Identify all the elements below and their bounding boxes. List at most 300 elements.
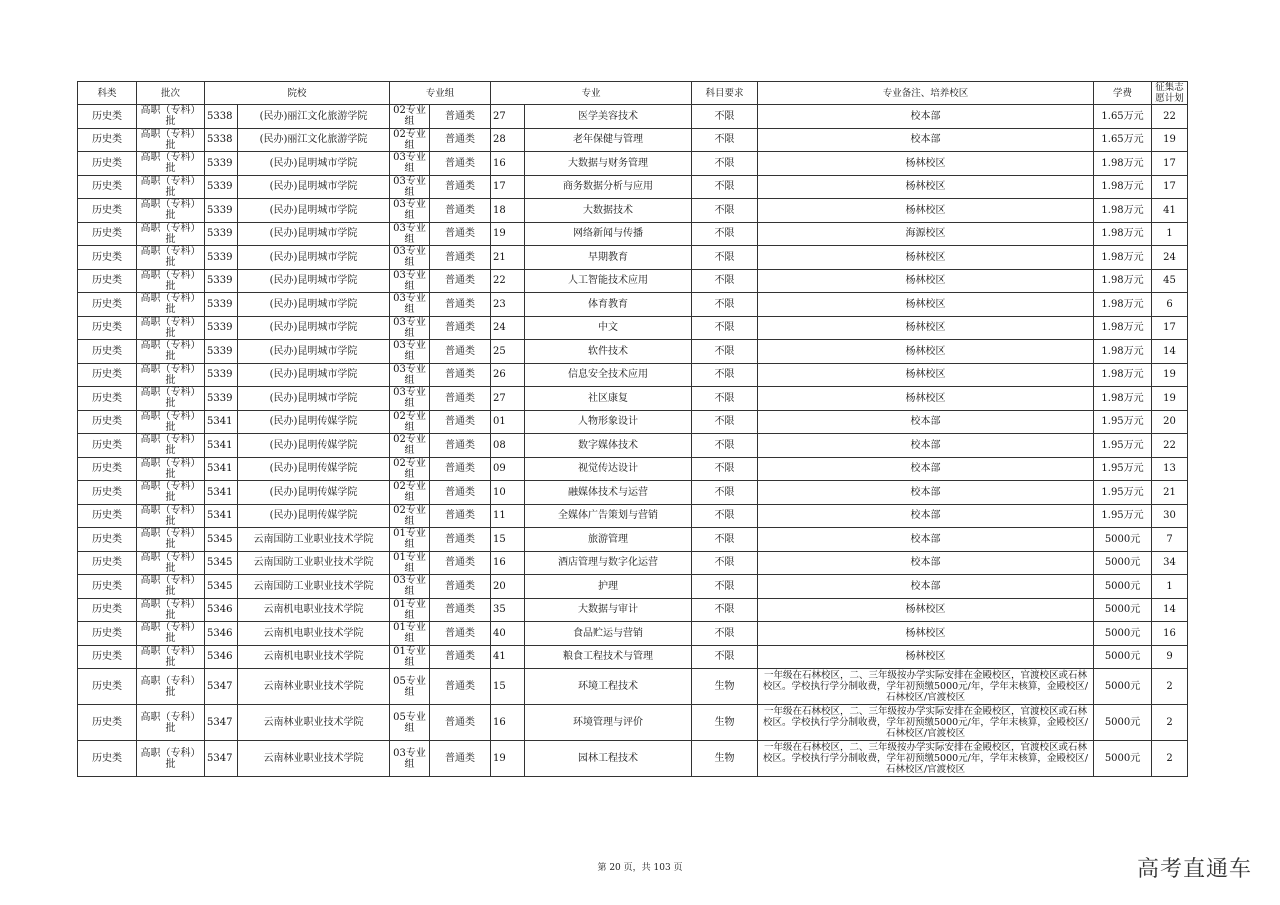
table-row	[78, 705, 1188, 741]
cell-major-name: 早期教育	[525, 246, 692, 270]
cell-subject-requirement: 生物	[692, 669, 758, 705]
table-row	[78, 340, 1188, 364]
cell-remarks-campus: 杨林校区	[758, 269, 1094, 293]
cell-institution-code: 5346	[205, 645, 238, 669]
cell-subject-requirement: 不限	[692, 152, 758, 176]
cell-major-name: 数字媒体技术	[525, 434, 692, 458]
cell-major-code: 27	[491, 387, 525, 411]
cell-subject-requirement: 不限	[692, 105, 758, 129]
cell-major-group: 03专业组	[390, 363, 430, 387]
cell-plan-count: 17	[1152, 152, 1188, 176]
cell-major-name: 人物形象设计	[525, 410, 692, 434]
table-row	[78, 175, 1188, 199]
cell-category: 普通类	[430, 199, 491, 223]
cell-major-name: 食品贮运与营销	[525, 622, 692, 646]
cell-institution-code: 5341	[205, 410, 238, 434]
cell-plan-count: 13	[1152, 457, 1188, 481]
cell-major-group: 03专业组	[390, 387, 430, 411]
cell-batch: 高职（专科）批	[137, 457, 205, 481]
header-major: 专业	[491, 82, 692, 105]
cell-subject-type: 历史类	[78, 457, 137, 481]
cell-batch: 高职（专科）批	[137, 128, 205, 152]
cell-subject-type: 历史类	[78, 152, 137, 176]
cell-major-code: 18	[491, 199, 525, 223]
cell-major-group: 02专业组	[390, 434, 430, 458]
cell-major-code: 01	[491, 410, 525, 434]
cell-tuition: 1.65万元	[1094, 105, 1152, 129]
cell-major-name: 护理	[525, 575, 692, 599]
cell-batch: 高职（专科）批	[137, 175, 205, 199]
cell-remarks-campus: 杨林校区	[758, 175, 1094, 199]
cell-remarks-campus: 杨林校区	[758, 246, 1094, 270]
cell-remarks-campus: 校本部	[758, 410, 1094, 434]
cell-batch: 高职（专科）批	[137, 741, 205, 777]
cell-batch: 高职（专科）批	[137, 363, 205, 387]
cell-institution-code: 5347	[205, 741, 238, 777]
cell-major-name: 粮食工程技术与管理	[525, 645, 692, 669]
cell-subject-type: 历史类	[78, 222, 137, 246]
cell-institution-name: (民办)昆明城市学院	[238, 340, 390, 364]
cell-remarks-campus: 杨林校区	[758, 622, 1094, 646]
cell-major-code: 26	[491, 363, 525, 387]
cell-batch: 高职（专科）批	[137, 105, 205, 129]
cell-institution-code: 5338	[205, 105, 238, 129]
table-row	[78, 575, 1188, 599]
cell-tuition: 1.95万元	[1094, 481, 1152, 505]
cell-tuition: 1.98万元	[1094, 363, 1152, 387]
cell-category: 普通类	[430, 551, 491, 575]
cell-major-name: 环境管理与评价	[525, 705, 692, 741]
cell-major-group: 02专业组	[390, 128, 430, 152]
cell-batch: 高职（专科）批	[137, 293, 205, 317]
cell-tuition: 1.98万元	[1094, 175, 1152, 199]
cell-major-code: 11	[491, 504, 525, 528]
cell-institution-code: 5345	[205, 528, 238, 552]
cell-major-group: 03专业组	[390, 293, 430, 317]
cell-subject-requirement: 不限	[692, 645, 758, 669]
cell-tuition: 1.98万元	[1094, 293, 1152, 317]
cell-major-group: 03专业组	[390, 222, 430, 246]
cell-subject-requirement: 不限	[692, 622, 758, 646]
cell-major-group: 01专业组	[390, 551, 430, 575]
cell-subject-type: 历史类	[78, 293, 137, 317]
cell-tuition: 5000元	[1094, 575, 1152, 599]
cell-institution-name: 云南林业职业技术学院	[238, 669, 390, 705]
cell-major-name: 老年保健与管理	[525, 128, 692, 152]
cell-institution-code: 5346	[205, 622, 238, 646]
cell-remarks-campus: 校本部	[758, 551, 1094, 575]
cell-institution-name: 云南林业职业技术学院	[238, 705, 390, 741]
cell-plan-count: 1	[1152, 222, 1188, 246]
cell-tuition: 1.65万元	[1094, 128, 1152, 152]
table-row	[78, 410, 1188, 434]
cell-institution-code: 5345	[205, 575, 238, 599]
cell-institution-code: 5339	[205, 269, 238, 293]
cell-tuition: 5000元	[1094, 528, 1152, 552]
cell-category: 普通类	[430, 528, 491, 552]
cell-batch: 高职（专科）批	[137, 434, 205, 458]
cell-institution-name: (民办)昆明城市学院	[238, 269, 390, 293]
cell-subject-type: 历史类	[78, 269, 137, 293]
cell-plan-count: 19	[1152, 387, 1188, 411]
header-subject-type: 科类	[78, 82, 137, 105]
cell-subject-type: 历史类	[78, 199, 137, 223]
cell-subject-requirement: 不限	[692, 598, 758, 622]
cell-category: 普通类	[430, 645, 491, 669]
cell-plan-count: 7	[1152, 528, 1188, 552]
table-row	[78, 504, 1188, 528]
cell-category: 普通类	[430, 598, 491, 622]
cell-subject-type: 历史类	[78, 645, 137, 669]
cell-institution-code: 5339	[205, 363, 238, 387]
cell-major-group: 05专业组	[390, 669, 430, 705]
cell-batch: 高职（专科）批	[137, 575, 205, 599]
cell-plan-count: 14	[1152, 340, 1188, 364]
cell-plan-count: 9	[1152, 645, 1188, 669]
watermark-logo: 高考直通车	[1136, 857, 1252, 882]
cell-institution-code: 5339	[205, 340, 238, 364]
header-row	[78, 82, 1188, 105]
table-row	[78, 551, 1188, 575]
cell-remarks-campus: 杨林校区	[758, 293, 1094, 317]
cell-major-group: 01专业组	[390, 645, 430, 669]
cell-batch: 高职（专科）批	[137, 705, 205, 741]
header-subject-requirement: 科目要求	[692, 82, 758, 105]
table-row	[78, 645, 1188, 669]
cell-major-name: 酒店管理与数字化运营	[525, 551, 692, 575]
cell-major-name: 园林工程技术	[525, 741, 692, 777]
cell-subject-type: 历史类	[78, 528, 137, 552]
cell-batch: 高职（专科）批	[137, 622, 205, 646]
cell-category: 普通类	[430, 246, 491, 270]
cell-institution-code: 5341	[205, 481, 238, 505]
cell-category: 普通类	[430, 340, 491, 364]
cell-major-code: 25	[491, 340, 525, 364]
cell-institution-code: 5339	[205, 175, 238, 199]
header-major-group: 专业组	[390, 82, 491, 105]
cell-remarks-campus: 一年级在石林校区，二、三年级按办学实际安排在金殿校区，官渡校区或石林校区。学校执行学分制收费，学年初预缴5000元/年，学年末核算，金殿校区/石林校区/官渡校区	[758, 741, 1094, 777]
cell-category: 普通类	[430, 363, 491, 387]
cell-major-code: 19	[491, 222, 525, 246]
admissions-table	[77, 81, 1188, 777]
cell-major-group: 02专业组	[390, 504, 430, 528]
table-row	[78, 598, 1188, 622]
table-row	[78, 293, 1188, 317]
cell-institution-name: (民办)昆明城市学院	[238, 222, 390, 246]
table-row	[78, 152, 1188, 176]
cell-major-name: 中文	[525, 316, 692, 340]
cell-batch: 高职（专科）批	[137, 410, 205, 434]
cell-batch: 高职（专科）批	[137, 222, 205, 246]
cell-major-code: 24	[491, 316, 525, 340]
cell-subject-requirement: 不限	[692, 199, 758, 223]
cell-category: 普通类	[430, 434, 491, 458]
cell-subject-type: 历史类	[78, 598, 137, 622]
cell-subject-type: 历史类	[78, 363, 137, 387]
table-row	[78, 128, 1188, 152]
cell-remarks-campus: 校本部	[758, 434, 1094, 458]
cell-major-code: 35	[491, 598, 525, 622]
cell-major-code: 17	[491, 175, 525, 199]
cell-institution-name: (民办)昆明城市学院	[238, 246, 390, 270]
cell-batch: 高职（专科）批	[137, 387, 205, 411]
cell-plan-count: 19	[1152, 363, 1188, 387]
cell-batch: 高职（专科）批	[137, 316, 205, 340]
cell-institution-name: (民办)昆明城市学院	[238, 363, 390, 387]
cell-subject-requirement: 不限	[692, 340, 758, 364]
table-row	[78, 528, 1188, 552]
cell-institution-code: 5341	[205, 434, 238, 458]
cell-category: 普通类	[430, 622, 491, 646]
cell-institution-code: 5339	[205, 152, 238, 176]
cell-major-group: 01专业组	[390, 598, 430, 622]
cell-major-group: 03专业组	[390, 246, 430, 270]
cell-major-name: 全媒体广告策划与营销	[525, 504, 692, 528]
cell-batch: 高职（专科）批	[137, 551, 205, 575]
cell-tuition: 1.98万元	[1094, 316, 1152, 340]
cell-category: 普通类	[430, 269, 491, 293]
cell-institution-code: 5347	[205, 705, 238, 741]
cell-major-code: 20	[491, 575, 525, 599]
table-row	[78, 669, 1188, 705]
cell-category: 普通类	[430, 222, 491, 246]
cell-plan-count: 22	[1152, 105, 1188, 129]
cell-plan-count: 2	[1152, 705, 1188, 741]
cell-institution-code: 5339	[205, 387, 238, 411]
cell-major-name: 大数据技术	[525, 199, 692, 223]
cell-batch: 高职（专科）批	[137, 528, 205, 552]
cell-subject-requirement: 不限	[692, 575, 758, 599]
cell-major-name: 体育教育	[525, 293, 692, 317]
cell-institution-name: (民办)昆明传媒学院	[238, 434, 390, 458]
cell-plan-count: 34	[1152, 551, 1188, 575]
cell-major-group: 01专业组	[390, 622, 430, 646]
cell-major-code: 41	[491, 645, 525, 669]
table-row	[78, 457, 1188, 481]
cell-tuition: 1.98万元	[1094, 246, 1152, 270]
cell-major-code: 23	[491, 293, 525, 317]
cell-remarks-campus: 校本部	[758, 575, 1094, 599]
cell-subject-type: 历史类	[78, 705, 137, 741]
cell-category: 普通类	[430, 575, 491, 599]
cell-institution-name: (民办)昆明城市学院	[238, 387, 390, 411]
cell-institution-name: 云南机电职业技术学院	[238, 622, 390, 646]
cell-subject-requirement: 不限	[692, 457, 758, 481]
cell-tuition: 1.95万元	[1094, 457, 1152, 481]
cell-institution-name: (民办)昆明传媒学院	[238, 481, 390, 505]
table-row	[78, 481, 1188, 505]
cell-institution-code: 5341	[205, 457, 238, 481]
cell-subject-type: 历史类	[78, 105, 137, 129]
cell-subject-type: 历史类	[78, 622, 137, 646]
cell-batch: 高职（专科）批	[137, 669, 205, 705]
cell-major-code: 16	[491, 705, 525, 741]
cell-plan-count: 2	[1152, 669, 1188, 705]
cell-major-group: 03专业组	[390, 269, 430, 293]
cell-remarks-campus: 一年级在石林校区，二、三年级按办学实际安排在金殿校区，官渡校区或石林校区。学校执行学分制收费，学年初预缴5000元/年，学年末核算，金殿校区/石林校区/官渡校区	[758, 705, 1094, 741]
cell-subject-requirement: 不限	[692, 316, 758, 340]
cell-major-name: 软件技术	[525, 340, 692, 364]
cell-tuition: 5000元	[1094, 598, 1152, 622]
cell-remarks-campus: 杨林校区	[758, 316, 1094, 340]
cell-remarks-campus: 校本部	[758, 504, 1094, 528]
cell-subject-requirement: 不限	[692, 222, 758, 246]
table-row	[78, 741, 1188, 777]
cell-subject-requirement: 不限	[692, 293, 758, 317]
cell-plan-count: 41	[1152, 199, 1188, 223]
cell-subject-type: 历史类	[78, 340, 137, 364]
cell-institution-name: (民办)丽江文化旅游学院	[238, 105, 390, 129]
cell-tuition: 1.98万元	[1094, 269, 1152, 293]
cell-category: 普通类	[430, 105, 491, 129]
cell-plan-count: 17	[1152, 175, 1188, 199]
cell-major-name: 大数据与审计	[525, 598, 692, 622]
table-row	[78, 105, 1188, 129]
cell-tuition: 5000元	[1094, 669, 1152, 705]
cell-institution-name: 云南林业职业技术学院	[238, 741, 390, 777]
cell-major-name: 网络新闻与传播	[525, 222, 692, 246]
cell-major-group: 03专业组	[390, 316, 430, 340]
cell-institution-name: (民办)昆明城市学院	[238, 175, 390, 199]
cell-major-code: 19	[491, 741, 525, 777]
table-row	[78, 269, 1188, 293]
cell-category: 普通类	[430, 481, 491, 505]
cell-batch: 高职（专科）批	[137, 645, 205, 669]
cell-batch: 高职（专科）批	[137, 199, 205, 223]
cell-category: 普通类	[430, 504, 491, 528]
cell-plan-count: 14	[1152, 598, 1188, 622]
cell-major-group: 01专业组	[390, 528, 430, 552]
cell-institution-code: 5347	[205, 669, 238, 705]
cell-institution-code: 5339	[205, 293, 238, 317]
cell-major-name: 大数据与财务管理	[525, 152, 692, 176]
cell-institution-code: 5341	[205, 504, 238, 528]
cell-tuition: 1.95万元	[1094, 410, 1152, 434]
cell-major-name: 环境工程技术	[525, 669, 692, 705]
table-row	[78, 222, 1188, 246]
cell-subject-type: 历史类	[78, 741, 137, 777]
cell-subject-type: 历史类	[78, 128, 137, 152]
table-row	[78, 622, 1188, 646]
cell-institution-name: (民办)丽江文化旅游学院	[238, 128, 390, 152]
cell-plan-count: 24	[1152, 246, 1188, 270]
cell-plan-count: 16	[1152, 622, 1188, 646]
cell-plan-count: 1	[1152, 575, 1188, 599]
table-row	[78, 199, 1188, 223]
cell-major-code: 16	[491, 152, 525, 176]
cell-major-code: 40	[491, 622, 525, 646]
cell-remarks-campus: 杨林校区	[758, 645, 1094, 669]
cell-subject-requirement: 生物	[692, 741, 758, 777]
cell-major-code: 28	[491, 128, 525, 152]
cell-batch: 高职（专科）批	[137, 481, 205, 505]
cell-remarks-campus: 校本部	[758, 128, 1094, 152]
cell-subject-type: 历史类	[78, 575, 137, 599]
cell-major-code: 22	[491, 269, 525, 293]
cell-category: 普通类	[430, 293, 491, 317]
cell-major-group: 03专业组	[390, 152, 430, 176]
cell-major-group: 03专业组	[390, 340, 430, 364]
cell-remarks-campus: 校本部	[758, 105, 1094, 129]
cell-plan-count: 22	[1152, 434, 1188, 458]
header-tuition: 学费	[1094, 82, 1152, 105]
cell-tuition: 5000元	[1094, 741, 1152, 777]
cell-subject-type: 历史类	[78, 669, 137, 705]
cell-major-group: 02专业组	[390, 105, 430, 129]
cell-subject-requirement: 不限	[692, 434, 758, 458]
cell-major-name: 信息安全技术应用	[525, 363, 692, 387]
cell-batch: 高职（专科）批	[137, 598, 205, 622]
cell-plan-count: 19	[1152, 128, 1188, 152]
cell-institution-code: 5339	[205, 222, 238, 246]
cell-institution-name: 云南国防工业职业技术学院	[238, 551, 390, 575]
cell-subject-requirement: 不限	[692, 363, 758, 387]
cell-subject-requirement: 不限	[692, 175, 758, 199]
cell-subject-type: 历史类	[78, 175, 137, 199]
cell-major-name: 视觉传达设计	[525, 457, 692, 481]
cell-major-group: 02专业组	[390, 481, 430, 505]
cell-institution-name: 云南机电职业技术学院	[238, 645, 390, 669]
cell-category: 普通类	[430, 457, 491, 481]
cell-major-group: 03专业组	[390, 741, 430, 777]
cell-category: 普通类	[430, 175, 491, 199]
cell-subject-type: 历史类	[78, 246, 137, 270]
cell-subject-requirement: 不限	[692, 128, 758, 152]
cell-institution-code: 5346	[205, 598, 238, 622]
cell-tuition: 1.98万元	[1094, 199, 1152, 223]
cell-subject-requirement: 不限	[692, 269, 758, 293]
cell-plan-count: 21	[1152, 481, 1188, 505]
table-body	[78, 105, 1188, 777]
cell-major-name: 旅游管理	[525, 528, 692, 552]
cell-batch: 高职（专科）批	[137, 340, 205, 364]
cell-major-name: 医学美容技术	[525, 105, 692, 129]
table-row	[78, 434, 1188, 458]
cell-tuition: 1.95万元	[1094, 434, 1152, 458]
cell-major-group: 05专业组	[390, 705, 430, 741]
cell-major-name: 社区康复	[525, 387, 692, 411]
cell-tuition: 1.98万元	[1094, 222, 1152, 246]
cell-batch: 高职（专科）批	[137, 152, 205, 176]
cell-remarks-campus: 海源校区	[758, 222, 1094, 246]
cell-major-code: 27	[491, 105, 525, 129]
cell-major-code: 08	[491, 434, 525, 458]
cell-institution-name: (民办)昆明传媒学院	[238, 457, 390, 481]
cell-category: 普通类	[430, 705, 491, 741]
cell-category: 普通类	[430, 669, 491, 705]
cell-subject-type: 历史类	[78, 481, 137, 505]
cell-subject-type: 历史类	[78, 410, 137, 434]
cell-subject-requirement: 不限	[692, 504, 758, 528]
cell-tuition: 5000元	[1094, 551, 1152, 575]
cell-subject-type: 历史类	[78, 504, 137, 528]
cell-institution-code: 5339	[205, 246, 238, 270]
cell-tuition: 1.98万元	[1094, 340, 1152, 364]
cell-subject-requirement: 不限	[692, 551, 758, 575]
cell-remarks-campus: 杨林校区	[758, 152, 1094, 176]
cell-major-code: 21	[491, 246, 525, 270]
cell-subject-requirement: 不限	[692, 481, 758, 505]
cell-category: 普通类	[430, 387, 491, 411]
cell-institution-code: 5338	[205, 128, 238, 152]
cell-subject-requirement: 不限	[692, 410, 758, 434]
cell-institution-name: (民办)昆明传媒学院	[238, 410, 390, 434]
table-row	[78, 363, 1188, 387]
cell-institution-name: (民办)昆明城市学院	[238, 199, 390, 223]
cell-batch: 高职（专科）批	[137, 269, 205, 293]
cell-major-group: 02专业组	[390, 410, 430, 434]
cell-remarks-campus: 校本部	[758, 481, 1094, 505]
